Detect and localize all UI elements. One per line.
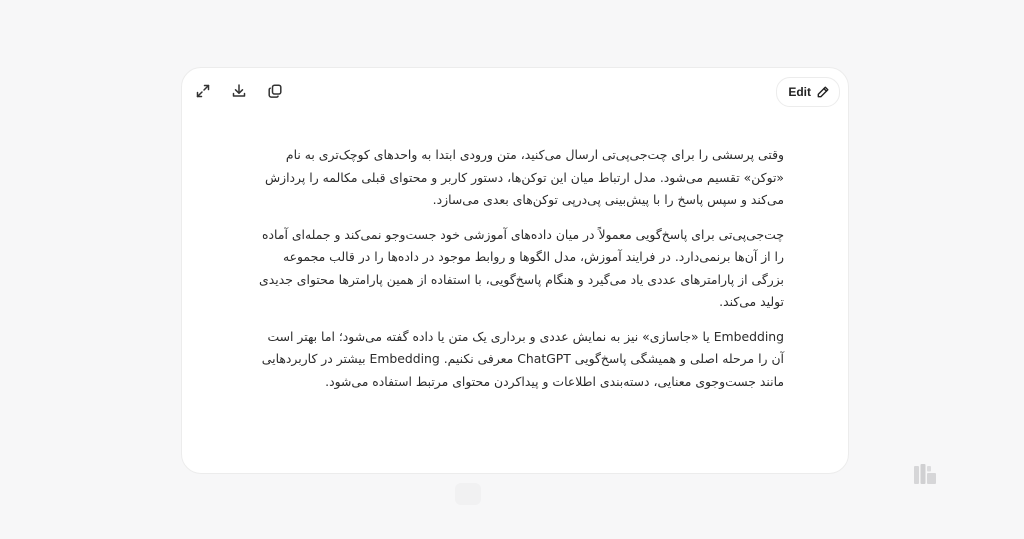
download-button[interactable] [228, 80, 250, 102]
expand-icon [195, 83, 211, 99]
card-toolbar [192, 80, 286, 102]
scroll-indicator [455, 483, 481, 505]
paragraph-3: Embedding یا «جاسازی» نیز به نمایش عددی و برداری یک متن یا داده گفته می‌شود؛ اما بهتر است آن را مرحله اصلی و همیشگی پاسخ‌گویی ChatGPT معرفی نکنیم. Embedding بیشتر در کاربردهایی مانند جست‌وجوی معنایی، دسته‌بندی اطلاعات و پیداکردن محتوای مرتبط استفاده می‌شود. [261, 328, 784, 389]
edit-button-label: Edit [788, 85, 811, 99]
document-card [181, 67, 849, 474]
paragraph-2: چت‌جی‌پی‌تی برای پاسخ‌گویی معمولاً در میان داده‌های آموزشی خود جست‌وجو نمی‌کند و جمله‌ای آماده را از آن‌ها برنمی‌دارد. در فرایند آموزش، مدل الگوها و روابط موجود در داده‌ها را در قالب مجموعه بزرگی از پارامترهای عددی یاد می‌گیرد و هنگام پاسخ‌گویی، با استفاده از همین پارامترها محتوای جدیدی تولید می‌کند. [259, 226, 784, 309]
pencil-icon [816, 85, 830, 99]
copy-button[interactable] [264, 80, 286, 102]
copy-icon [267, 83, 283, 99]
grid-logo-icon [912, 462, 938, 488]
paragraph-1: وقتی پرسشی را برای چت‌جی‌پی‌تی ارسال می‌کنید، متن ورودی ابتدا به واحدهای کوچک‌تری به نام «توکن» تقسیم می‌شود. مدل ارتباط میان این توکن‌ها، دستور کاربر و محتوای قبلی مکالمه را پردازش می‌کند و سپس پاسخ را با پیش‌بینی پی‌درپی توکن‌های بعدی می‌سازد. [264, 147, 784, 207]
download-icon [231, 83, 247, 99]
edit-button[interactable] [776, 77, 840, 107]
expand-button[interactable] [192, 80, 214, 102]
document-body [254, 144, 784, 405]
